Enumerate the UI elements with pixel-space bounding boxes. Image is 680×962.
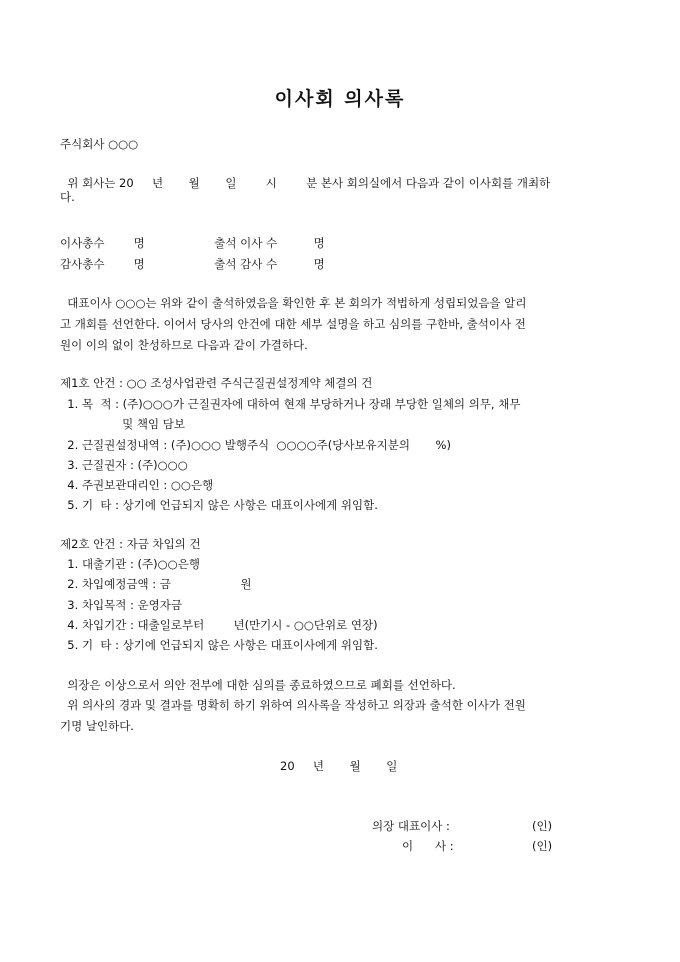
agenda-2-item-1: 1. 대출기관 : (주)○○은행: [60, 557, 200, 571]
agenda-1-item-2: 2. 근질권설정내역 : (주)○○○ 발행주식 ○○○○주(당사보유지분의 %): [60, 438, 451, 452]
opening-line-2: 다.: [60, 190, 75, 204]
chair-seal: (인): [532, 819, 553, 833]
agenda-2-item-4: 4. 차입기간 : 대출일로부터 년(만기시 - ○○단위로 연장): [60, 618, 378, 632]
closing-line-1: 의장은 이상으로서 의안 전부에 대한 심의를 종료하였으므로 폐회를 선언하다.: [60, 678, 456, 692]
agenda-2-item-5: 5. 기 타 : 상기에 언급되지 않은 사항은 대표이사에게 위임함.: [60, 638, 378, 652]
declaration-line-1: 대표이사 ○○○는 위와 같이 출석하였음을 확인한 후 본 회의가 적법하게 성립되었음을 알리: [60, 296, 527, 310]
company-name: 주식회사 ○○○: [60, 137, 139, 151]
directors-count-line: 이사총수 명 출석 이사 수 명: [60, 236, 325, 250]
opening-paragraph: [60, 176, 622, 204]
document-date: 20 년 월 일: [280, 759, 398, 773]
document-title: 이사회 의사록: [274, 88, 406, 110]
agenda-1-item-1-cont: 및 책임 담보: [60, 417, 185, 431]
director-seal: (인): [532, 839, 553, 853]
agenda-2-item-2: 2. 차입예정금액 : 금 원: [60, 577, 252, 591]
closing-line-2: 위 의사의 경과 및 결과를 명확히 하기 위하여 의사록을 작성하고 의장과 출석한 이사가 전원: [60, 698, 526, 712]
agenda-1-item-4: 4. 주권보관대리인 : ○○은행: [60, 478, 214, 492]
closing-line-3: 기명 날인하다.: [60, 719, 134, 733]
agenda-2-heading: 제2호 안건 : 자금 차입의 건: [60, 537, 201, 551]
agenda-1-item-1: 1. 목 적 : (주)○○○가 근질권자에 대하여 현재 부당하거나 장래 부당한 일체의 의무, 채무: [60, 397, 521, 411]
agenda-1-item-5: 5. 기 타 : 상기에 언급되지 않은 사항은 대표이사에게 위임함.: [60, 498, 378, 512]
agenda-1-heading: 제1호 안건 : ○○ 조성사업관련 주식근질권설정계약 체결의 건: [60, 376, 373, 390]
auditors-count-line: 감사총수 명 출석 감사 수 명: [60, 257, 325, 271]
opening-line-1: 위 회사는 20 년 월 일 시 분 본사 회의실에서 다음과 같이 이사회를 개최하: [60, 176, 551, 190]
declaration-line-2: 고 개회를 선언한다. 이어서 당사의 안건에 대한 세부 설명을 하고 심의를 구한바, 출석이사 전: [60, 317, 526, 331]
agenda-1-item-3: 3. 근질권자 : (주)○○○: [60, 458, 188, 472]
declaration-line-3: 원이 이의 없이 찬성하므로 다음과 같이 가결하다.: [60, 338, 308, 352]
agenda-2-item-3: 3. 차입목적 : 운영자금: [60, 598, 182, 612]
director-signature-label: 이 사 :: [402, 839, 454, 853]
chair-signature-label: 의장 대표이사 :: [372, 819, 450, 833]
